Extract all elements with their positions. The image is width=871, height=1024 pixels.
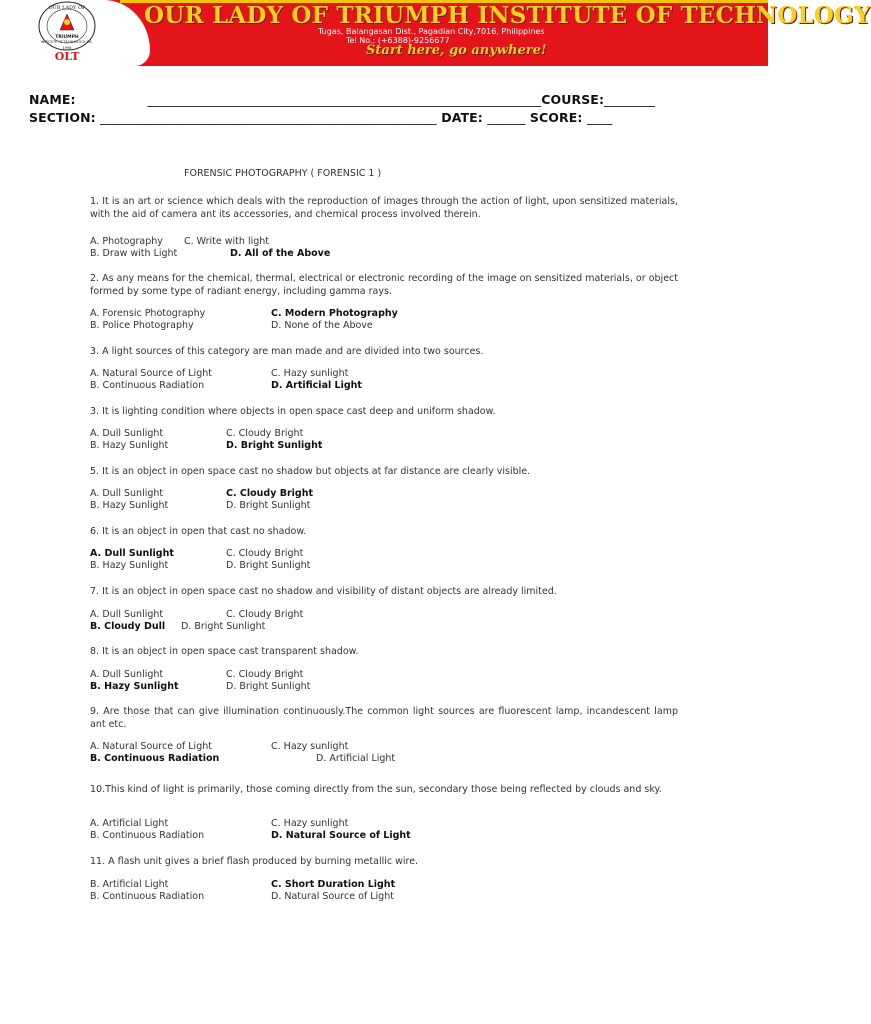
seal-text-low: INSTITUTE OF TECHNOLOGY INC. — [40, 40, 94, 44]
option-c-answer: C. Cloudy Bright — [226, 488, 313, 499]
option-d: D. Natural Source of Light — [271, 891, 394, 902]
seal-year: 1998 — [62, 46, 72, 50]
name-course-row — [29, 92, 655, 107]
school-address: Tugas, Balangasan Dist., Pagadian City,7016, Philippines — [318, 27, 545, 36]
section-label: SECTION: — [29, 110, 96, 125]
option-d: D. Bright Sunlight — [226, 500, 311, 511]
date-blank[interactable]: ______ — [487, 110, 526, 125]
question-stem: 11. A flash unit gives a brief flash produced by burning metallic wire. — [90, 856, 419, 867]
option-d-answer: D. Bright Sunlight — [226, 440, 323, 451]
option-c-answer: C. Short Duration Light — [271, 879, 396, 890]
option-b: B. Police Photography — [90, 320, 194, 331]
question-stem: 3. It is lighting condition where objects in open space cast deep and uniform shadow. — [90, 406, 496, 417]
option-a: A. Natural Source of Light — [90, 368, 212, 379]
option-d: D. Bright Sunlight — [226, 560, 311, 571]
score-blank[interactable]: ____ — [586, 110, 613, 125]
question-stem: 9. Are those that can give illumination continuously.The common light sources are fluorescent lamp, incandescent lamp ant etc. — [90, 706, 678, 730]
section-blank[interactable]: _____________________________________________________ — [100, 110, 437, 125]
option-a: A. Dull Sunlight — [90, 428, 164, 439]
question-1 — [90, 195, 678, 221]
option-a: A. Artificial Light — [90, 818, 169, 829]
option-a: A. Dull Sunlight — [90, 669, 164, 680]
name-blank[interactable]: ______________________________________________________________ — [147, 92, 542, 107]
school-slogan: Start here, go anywhere! — [366, 43, 547, 58]
option-b-answer: B. Hazy Sunlight — [90, 681, 179, 692]
option-c: C. Hazy sunlight — [271, 368, 349, 379]
score-label: SCORE: — [529, 110, 583, 125]
option-c: C. Hazy sunlight — [271, 741, 349, 752]
question-4 — [90, 405, 678, 418]
course-label: COURSE: — [541, 92, 605, 107]
option-d-answer: D. Natural Source of Light — [271, 830, 411, 841]
question-stem: 8. It is an object in open space cast transparent shadow. — [90, 646, 359, 657]
option-d-answer: D. Artificial Light — [271, 380, 362, 391]
option-b: B. Hazy Sunlight — [90, 440, 169, 451]
option-d: D. Artificial Light — [316, 753, 396, 764]
option-b: B. Continuous Radiation — [90, 830, 205, 841]
question-8 — [90, 645, 678, 658]
question-2 — [90, 272, 678, 298]
section-date-score-row — [29, 110, 612, 125]
option-d-answer: D. All of the Above — [230, 248, 331, 259]
question-stem: 6. It is an object in open that cast no shadow. — [90, 526, 307, 537]
seal-text-top: OUR LADY OF — [48, 5, 86, 11]
option-a: A. Dull Sunlight — [90, 609, 164, 620]
option-a-answer: A. Dull Sunlight — [90, 548, 174, 559]
option-b: B. Hazy Sunlight — [90, 500, 169, 511]
question-9 — [90, 705, 678, 731]
name-label: NAME: — [29, 92, 76, 107]
option-c: C. Write with light — [184, 236, 270, 247]
seal-abbr: OLT — [54, 50, 80, 63]
school-name: OUR LADY OF TRIUMPH INSTITUTE OF TECHNOLOGY — [144, 2, 871, 29]
question-stem: 5. It is an object in open space cast no shadow but objects at far distance are clearly visible. — [90, 466, 531, 477]
question-7 — [90, 585, 678, 598]
option-c: C. Cloudy Bright — [226, 609, 304, 620]
option-b: B. Continuous Radiation — [90, 891, 205, 902]
option-b-answer: B. Cloudy Dull — [90, 621, 166, 632]
option-c: C. Cloudy Bright — [226, 669, 304, 680]
question-stem: 3. A light sources of this category are man made and are divided into two sources. — [90, 346, 484, 357]
option-c: C. Cloudy Bright — [226, 548, 304, 559]
question-5 — [90, 465, 678, 478]
question-stem: 7. It is an object in open space cast no shadow and visibility of distant objects are already limited. — [90, 586, 557, 597]
option-c-answer: C. Modern Photography — [271, 308, 398, 319]
option-c: C. Cloudy Bright — [226, 428, 304, 439]
option-a: A. Forensic Photography — [90, 308, 206, 319]
course-blank[interactable]: ________ — [604, 92, 655, 107]
question-stem: 2. As any means for the chemical, thermal, electrical or electronic recording of the image on sensitized materials, or object formed by some type of radiant energy, including gamma rays. — [90, 273, 678, 297]
option-b: B. Hazy Sunlight — [90, 560, 169, 571]
question-3 — [90, 345, 678, 358]
option-d: D. Bright Sunlight — [181, 621, 266, 632]
question-10 — [90, 783, 678, 796]
option-c: C. Hazy sunlight — [271, 818, 349, 829]
school-seal-logo — [4, 0, 130, 62]
option-b-answer: B. Continuous Radiation — [90, 753, 220, 764]
seal-text-mid: TRIUMPH — [55, 35, 79, 40]
question-11 — [90, 855, 678, 868]
option-a: A. Photography — [90, 236, 163, 247]
option-b-first: B. Artificial Light — [90, 879, 169, 890]
question-6 — [90, 525, 678, 538]
option-b: B. Draw with Light — [90, 248, 178, 259]
question-stem: 1. It is an art or science which deals with the reproduction of images through the action of light, upon sensitized materials, with the aid of camera ant its accessories, and chemical process involved therein. — [90, 196, 678, 220]
header-banner — [0, 0, 871, 66]
school-telephone: Tel No.: (+6388)-9256677 — [346, 36, 450, 45]
quiz-title: FORENSIC PHOTOGRAPHY ( FORENSIC 1 ) — [184, 168, 382, 179]
option-b: B. Continuous Radiation — [90, 380, 205, 391]
option-a: A. Dull Sunlight — [90, 488, 164, 499]
option-a: A. Natural Source of Light — [90, 741, 212, 752]
option-d: D. None of the Above — [271, 320, 373, 331]
question-stem: 10.This kind of light is primarily, those coming directly from the sun, secondary those being reflected by clouds and sky. — [90, 784, 662, 795]
date-label: DATE: — [441, 110, 483, 125]
option-d: D. Bright Sunlight — [226, 681, 311, 692]
